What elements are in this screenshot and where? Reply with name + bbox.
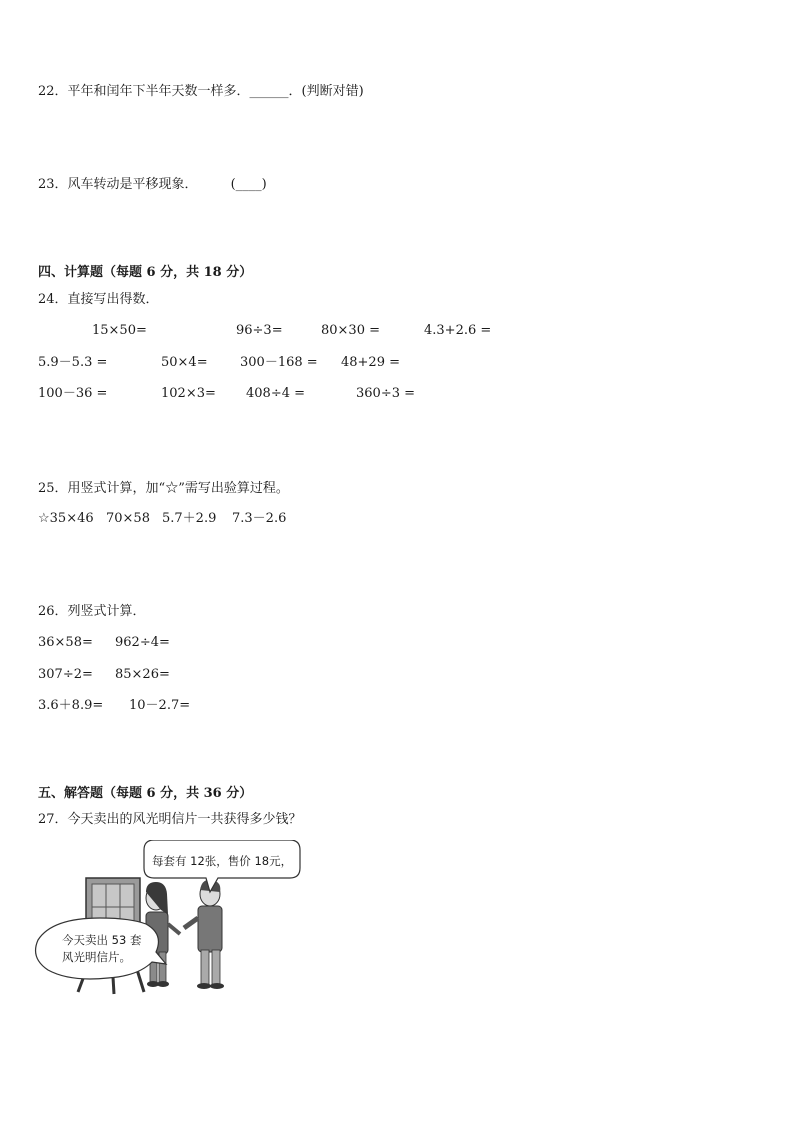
question-27: 27．今天卖出的风光明信片一共获得多少钱？ (38, 812, 302, 827)
calc-item: 100－36 = (38, 386, 108, 401)
postcard-illustration (34, 840, 304, 1000)
question-23: 23．风车转动是平移现象． (____) (38, 177, 267, 192)
calc-item: 102×3= (161, 386, 216, 401)
calc-item: 3.6＋8.9= (38, 698, 104, 713)
calc-item: 5.9－5.3 = (38, 355, 108, 370)
question-26: 26．列竖式计算． (38, 604, 146, 619)
boy-figure (184, 880, 224, 989)
boy-speech-text: 每套有 12张，售价 18元， (152, 854, 293, 868)
calc-item: 300－168 = (240, 355, 318, 370)
section-heading-4: 四、计算题（每题 6 分，共 18 分） (38, 265, 253, 280)
calc-item: 85×26= (115, 667, 170, 682)
calc-item: 96÷3= (236, 323, 283, 338)
calc-item: 10－2.7= (129, 698, 191, 713)
calc-item: 5.7＋2.9 (162, 511, 217, 526)
calc-item: 80×30 = (321, 323, 381, 338)
question-22: 22．平年和闰年下半年天数一样多．______．(判断对错) (38, 84, 364, 99)
calc-item: 962÷4= (115, 635, 170, 650)
girl-speech-text-line1: 今天卖出 53 套 (62, 933, 142, 947)
girl-speech-bubble (36, 918, 166, 979)
calc-item: 36×58= (38, 635, 93, 650)
section-heading-5: 五、解答题（每题 6 分，共 36 分） (38, 786, 253, 801)
calc-item: 48+29 = (341, 355, 401, 370)
calc-item: 408÷4 = (246, 386, 306, 401)
calc-item: 15×50= (92, 323, 147, 338)
question-25: 25．用竖式计算，加“☆”需写出验算过程。 (38, 481, 289, 496)
calc-item: 50×4= (161, 355, 208, 370)
calc-item: 360÷3 = (356, 386, 416, 401)
calc-item: 307÷2= (38, 667, 93, 682)
question-24: 24．直接写出得数． (38, 292, 159, 307)
boy-speech-bubble (144, 840, 300, 892)
girl-speech-text-line2: 风光明信片。 (62, 950, 131, 964)
calc-item: ☆35×46 (38, 511, 94, 526)
calc-item: 70×58 (106, 511, 150, 526)
calc-item: 7.3－2.6 (232, 511, 287, 526)
calc-item: 4.3+2.6 = (424, 323, 492, 338)
